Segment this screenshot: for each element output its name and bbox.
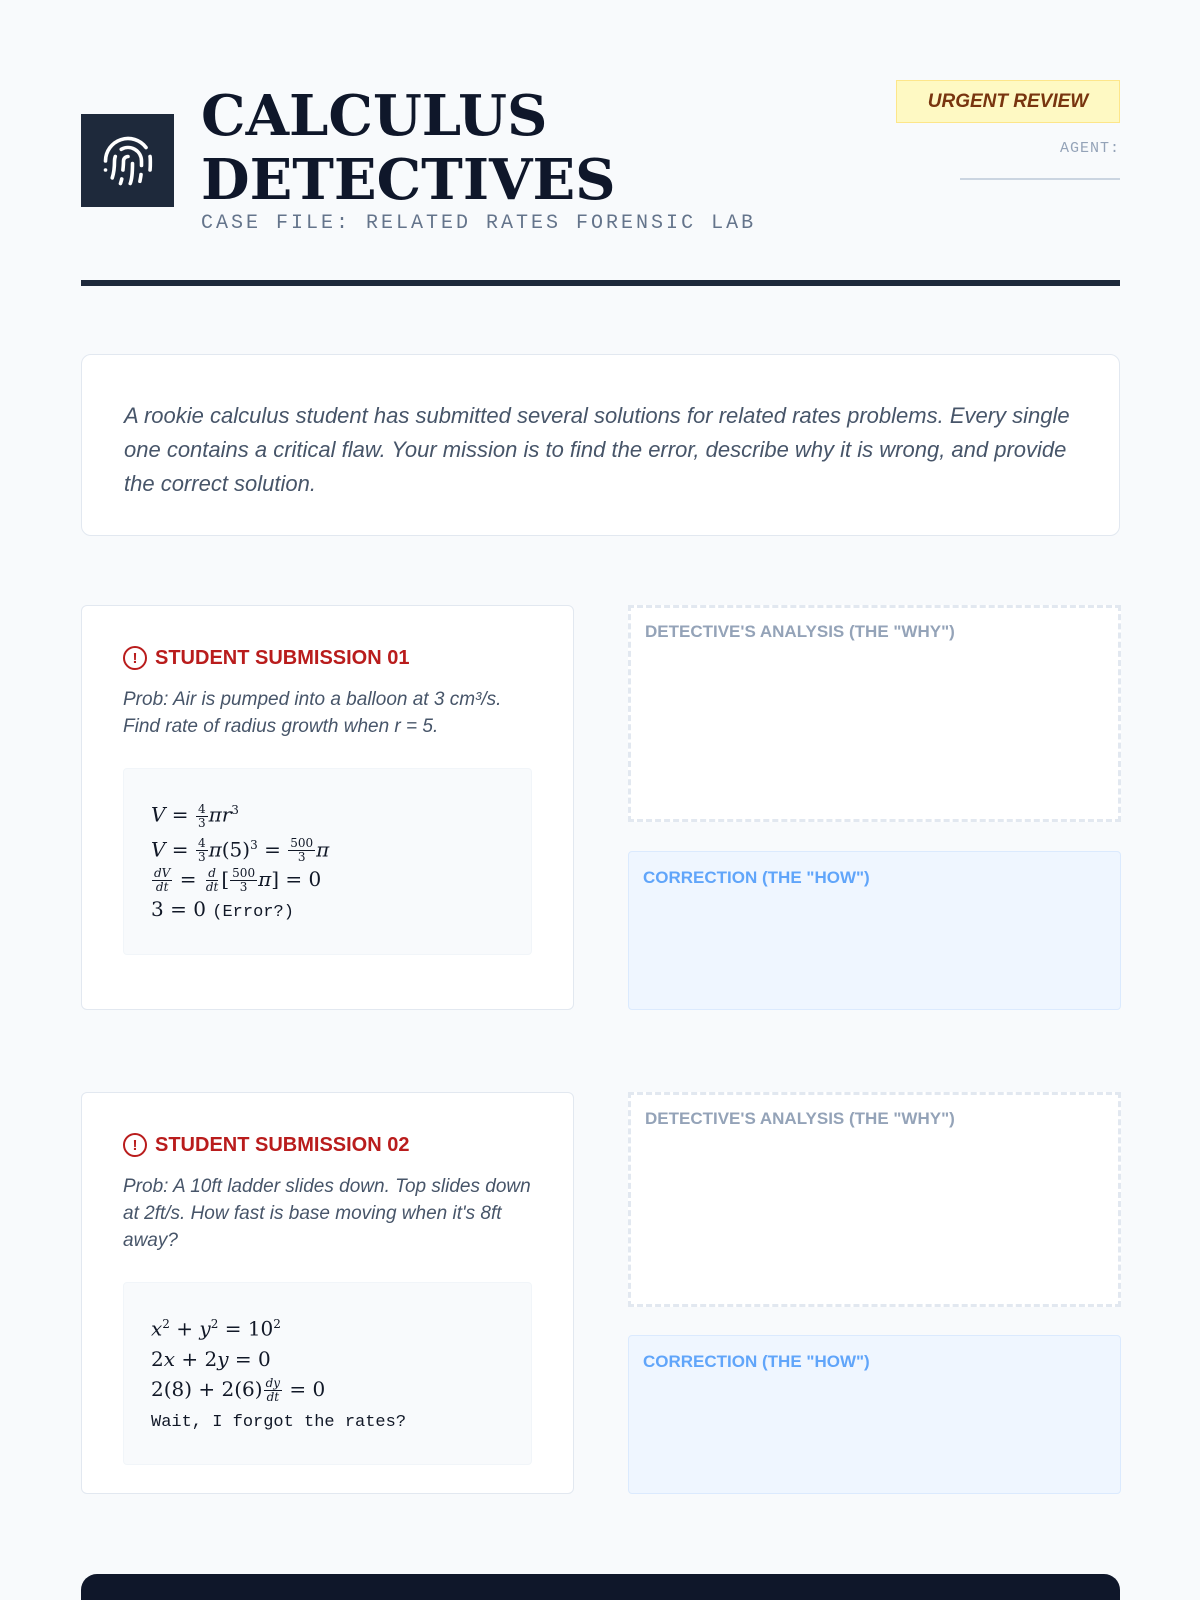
mission-intro: A rookie calculus student has submitted several solutions for related rates problems. Every single one contains a critical flaw. Your mission is to find the error, describe why it is wrong, and provide the correct solution.	[81, 354, 1120, 536]
work-line: V = $\frac{4}{3}$ $\pi r^3$	[151, 801, 239, 830]
title-line-2: DETECTIVES	[201, 147, 616, 213]
work-note: Wait, I forgot the rates?	[151, 1412, 407, 1432]
work-line: 2x + 2y = 0	[151, 1346, 271, 1371]
analysis-box-01[interactable]	[628, 605, 1121, 822]
footer-bar	[81, 1574, 1120, 1600]
agent-label: AGENT:	[1059, 140, 1120, 157]
alert-circle-icon: !	[123, 646, 147, 670]
header	[81, 80, 1120, 290]
submission-card-01	[81, 605, 574, 1010]
work-line: 3 = 0 (Error?)	[151, 897, 294, 923]
analysis-box-02[interactable]	[628, 1092, 1121, 1307]
alert-circle-icon: !	[123, 1133, 147, 1157]
work-line	[151, 1404, 504, 1438]
correction-box-01[interactable]	[628, 851, 1121, 1010]
title-line-1: CALCULUS	[201, 83, 548, 149]
agent-name-field[interactable]	[960, 178, 1120, 180]
work-line: $x^2 + y^2 = 10^2$	[151, 1316, 281, 1341]
submission-header	[123, 646, 532, 670]
work-line: V = $\frac{4}{3}$ $\pi(5)^3$ = $\frac{500}{3}$ π	[151, 836, 330, 865]
fingerprint-icon	[101, 134, 155, 188]
student-work	[123, 1282, 532, 1465]
correction-label: CORRECTION (THE "HOW")	[643, 1352, 870, 1371]
correction-box-02[interactable]	[628, 1335, 1121, 1494]
header-divider	[81, 280, 1120, 286]
page-title	[201, 84, 721, 212]
correction-label: CORRECTION (THE "HOW")	[643, 868, 870, 887]
analysis-label: DETECTIVE'S ANALYSIS (THE "WHY")	[645, 622, 955, 641]
work-line: 2(8) + 2(6) $\frac{dy}{dt}$ = 0	[151, 1375, 326, 1404]
submission-problem: Prob: A 10ft ladder slides down. Top slides down at 2ft/s. How fast is base moving when it's 8ft away?	[123, 1176, 531, 1251]
submission-title: STUDENT SUBMISSION 01	[155, 646, 410, 669]
submission-header	[123, 1133, 532, 1157]
submission-title: STUDENT SUBMISSION 02	[155, 1133, 410, 1156]
logo	[81, 114, 174, 207]
analysis-label: DETECTIVE'S ANALYSIS (THE "WHY")	[645, 1109, 955, 1128]
submission-card-02	[81, 1092, 574, 1494]
page-subtitle: CASE FILE: RELATED RATES FORENSIC LAB	[201, 212, 757, 235]
student-work	[123, 768, 532, 955]
urgent-review-badge: URGENT REVIEW	[896, 80, 1120, 123]
work-line: $\frac{dV}{dt}$ = $\frac{d}{dt}$ [ $\frac{500}{3}$ π] = 0	[154, 866, 322, 895]
work-note: (Error?)	[212, 903, 294, 923]
submission-problem: Prob: Air is pumped into a balloon at 3 cm³/s. Find rate of radius growth when r = 5.	[123, 689, 502, 737]
